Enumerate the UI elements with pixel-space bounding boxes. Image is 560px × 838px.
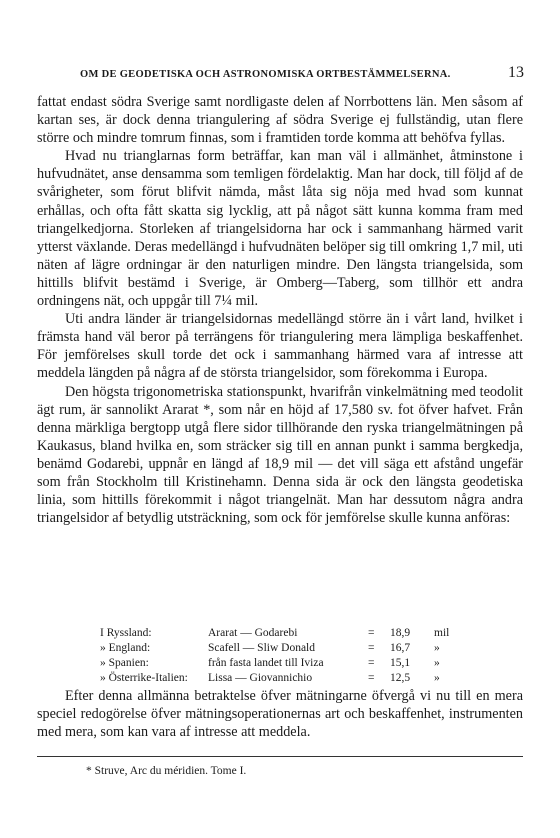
running-head-title: OM DE GEODETISKA OCH ASTRONOMISKA ORTBESTÄMMELSERNA.: [80, 69, 451, 80]
running-head: [36, 64, 524, 82]
triangle-sides-table: [100, 626, 520, 686]
equals-cell: =: [368, 642, 375, 654]
value-cell: 12,5: [390, 672, 411, 684]
equals-cell: =: [368, 657, 375, 669]
footnote: * Struve, Arc du méridien. Tome I.: [86, 765, 247, 777]
route-cell: Ararat — Godarebi: [208, 627, 298, 639]
table-row: [100, 641, 464, 656]
unit-cell: »: [434, 657, 440, 669]
country-cell: » Spanien:: [100, 657, 149, 669]
equals-cell: =: [368, 627, 375, 639]
table-row: [100, 626, 464, 641]
route-cell: Lissa — Giovannichio: [208, 672, 313, 684]
paragraph-3: Uti andra länder är triangelsidornas medellängd större än i vårt land, hvilket i främsta hand väl beror på terrängens för triangulering mera lämpliga beskaffenhet. För jemförelses skull torde det ock i sammanhang härmed vara af intresse att meddela längden på några af de största triangelsidor, som förekomma i Europa.: [37, 311, 523, 382]
table-row: [100, 656, 464, 671]
route-cell: från fasta landet till Iviza: [208, 657, 324, 669]
paragraph-1: fattat endast södra Sverige samt nordligaste delen af Norrbottens län. Men såsom af kartan ses, är dock denna triangulering af södra Sverige ej fullständig, utan flere större och mindre tomrum finnas, som i framtiden torde komma att behöfva fyllas.: [37, 94, 523, 147]
value-cell: 15,1: [390, 657, 411, 669]
unit-cell: »: [434, 642, 440, 654]
paragraph-2: Hvad nu trianglarnas form beträffar, kan man väl i allmänhet, åtminstone i hufvudnätet, anse densamma som temligen fördelaktig. Man har dock, till följd af de svårigheter, som förut blifvit nämda, måst låta sig nöja med hvad som kunnat erhållas, och ofta fått skatta sig lycklig, att på något sätt kunna komma fram med triangelkedjorna. Storleken af triangelsidorna har ock i sammanhang härmed varit ytterst växlande. Deras medellängd i hufvudnäten belöper sig till omkring 1,7 mil, uti näten af lägre ordningar är den naturligen mindre. Den längsta triangelsida, som hittills blifvit bestämd i Sverige, är Omberg—Taberg, som tillhör ett andra ordningens nät, och uppgår till 7¼ mil.: [37, 148, 523, 310]
paragraph-5: Efter denna allmänna betraktelse öfver mätningarne öfvergå vi nu till en mera speciel redogörelse öfver mätningsoperationernas art och beskaffenhet, instrumenten med mera, som kan vara af intresse att meddela.: [37, 688, 523, 741]
table-row: [100, 671, 464, 686]
country-cell: I Ryssland:: [100, 627, 152, 639]
body-text: [37, 93, 523, 527]
value-cell: 18,9: [390, 627, 411, 639]
unit-cell: mil: [434, 627, 450, 639]
country-cell: » Österrike-Italien:: [100, 672, 188, 684]
closing-text: [37, 687, 523, 741]
paragraph-4: Den högsta trigonometriska stationspunkt, hvarifrån vinkelmätning med teodolit ägt rum, är sannolikt Ararat *, som når en höjd af 17,580 sv. fot öfver hafvet. Från denna märkliga bergtopp utgå flere sidor tillhörande den ryska triangelmätningen på Kaukasus, bland hvilka en, som sträcker sig till en annan punkt i samma bergkedja, benämd Godarebi, uppnår en längd af 18,9 mil — det vill säga ett afstånd ungefär som från Stockholm till Kristinehamn. Denna sida är ock den längsta geodetiska linia, som hittills förekommit i något triangelnät. Man har dessutom några andra triangelsidor af betydlig utsträckning, som ock för jemförelse skulle kunna anföras:: [37, 383, 523, 527]
country-cell: » England:: [100, 642, 151, 654]
footnote-rule: [37, 756, 523, 757]
page-number: 13: [508, 64, 524, 81]
value-cell: 16,7: [390, 642, 411, 654]
unit-cell: »: [434, 672, 440, 684]
route-cell: Scafell — Sliw Donald: [208, 642, 315, 654]
equals-cell: =: [368, 672, 375, 684]
